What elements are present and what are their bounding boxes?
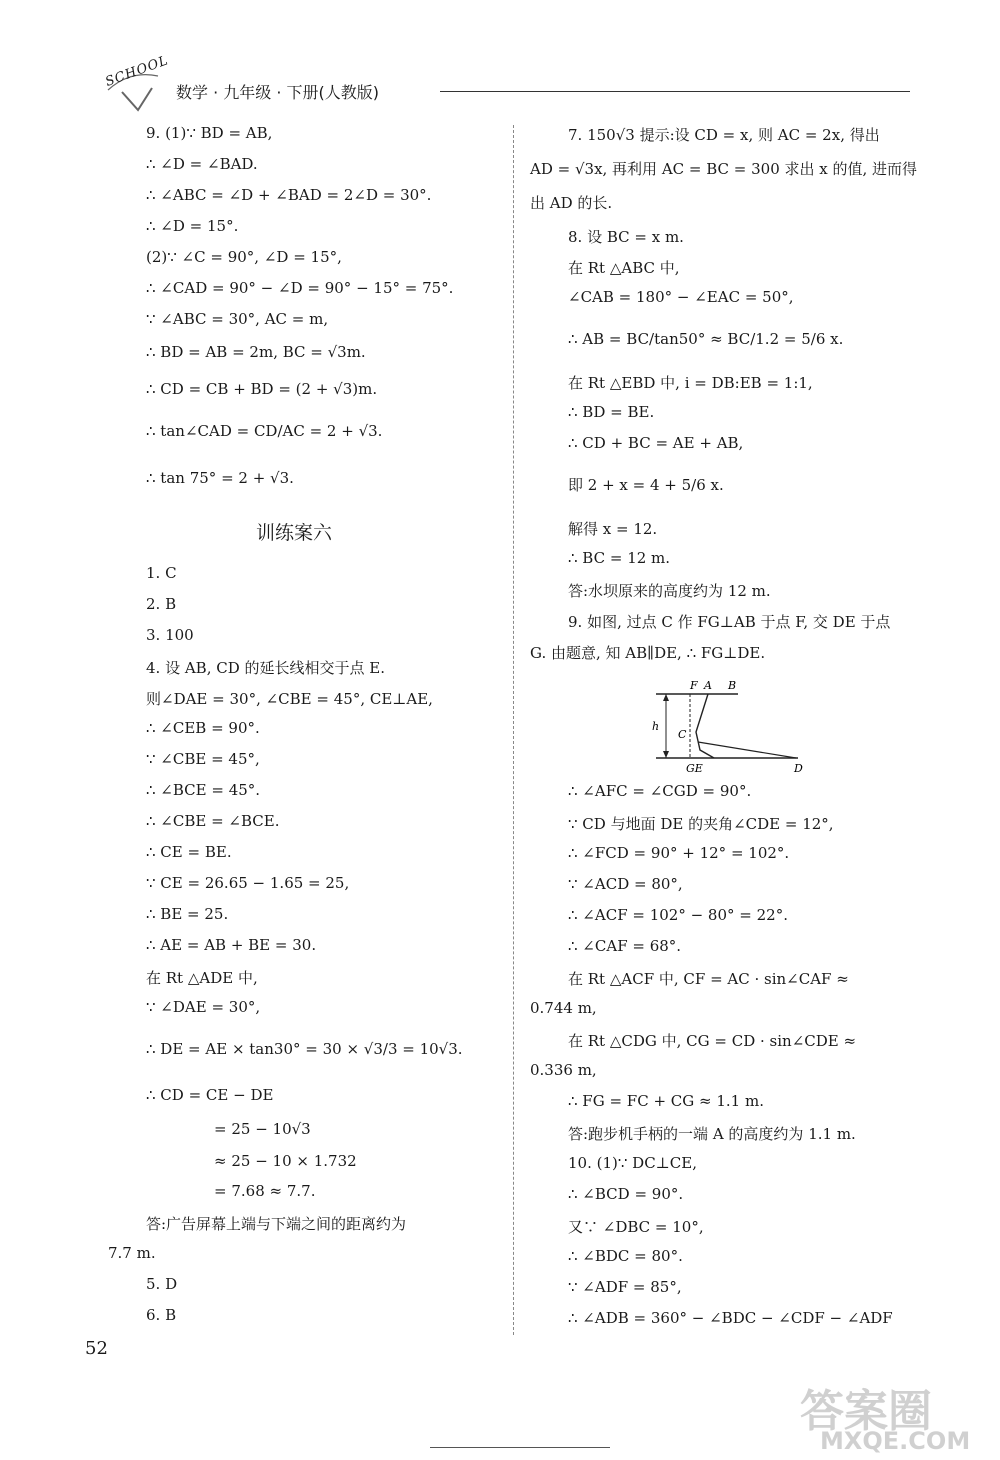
text-line: 出 AD 的长.	[530, 194, 613, 212]
text-line: 9. 如图, 过点 C 作 FG⊥AB 于点 F, 交 DE 于点	[568, 613, 891, 631]
text-line: ∴ ∠CEB = 90°.	[146, 719, 260, 737]
text-line: ∴ ∠ABC = ∠D + ∠BAD = 2∠D = 30°.	[146, 186, 432, 204]
text-line: 则∠DAE = 30°, ∠CBE = 45°, CE⊥AE,	[146, 690, 433, 708]
text-line: 即 2 + x = 4 + 5/6 x.	[568, 476, 724, 494]
text-line: 7. 150√3 提示:设 CD = x, 则 AC = 2x, 得出	[568, 126, 880, 144]
text-line: 9. (1)∵ BD = AB,	[146, 124, 273, 142]
text-line: ∴ BD = BE.	[568, 403, 655, 421]
label-c: C	[678, 728, 687, 741]
text-line: ∵ CE = 26.65 − 1.65 = 25,	[146, 874, 350, 892]
text-line: 在 Rt △ABC 中,	[568, 259, 680, 277]
handle-ac	[696, 694, 714, 758]
text-line: ∴ ∠D = ∠BAD.	[146, 155, 258, 173]
text-line: ∴ ∠FCD = 90° + 12° = 102°.	[568, 844, 790, 862]
text-line: ∵ ∠ABC = 30°, AC = m,	[146, 310, 329, 328]
section-title: 训练案六	[256, 522, 333, 544]
page-number: 52	[85, 1338, 108, 1359]
text-line: 答:跑步机手柄的一端 A 的高度约为 1.1 m.	[568, 1125, 856, 1143]
text-line: ∴ CD + BC = AE + AB,	[568, 434, 744, 452]
text-line: = 25 − 10√3	[214, 1120, 311, 1138]
text-line: ∴ ∠BCE = 45°.	[146, 781, 261, 799]
text-line: ∴ ∠CAD = 90° − ∠D = 90° − 15° = 75°.	[146, 279, 454, 297]
text-line: 在 Rt △ACF 中, CF = AC · sin∠CAF ≈	[568, 970, 849, 988]
h-arrow-up-icon	[663, 694, 669, 701]
label-b: B	[728, 679, 737, 692]
treadmill-figure	[648, 676, 818, 774]
text-line: ∴ CD = CE − DE	[146, 1086, 274, 1104]
footer-rule	[430, 1447, 610, 1448]
text-line: ∠CAB = 180° − ∠EAC = 50°,	[568, 288, 794, 306]
text-line: ∴ ∠AFC = ∠CGD = 90°.	[568, 782, 752, 800]
text-line: ∴ BD = AB = 2m, BC = √3m.	[146, 343, 366, 361]
text-line: 1. C	[146, 564, 177, 582]
text-line: ∵ ∠ACD = 80°,	[568, 875, 683, 893]
text-line: ∴ ∠ACF = 102° − 80° = 22°.	[568, 906, 788, 924]
text-line: ∴ AE = AB + BE = 30.	[146, 936, 317, 954]
text-line: 答:水坝原来的高度约为 12 m.	[568, 582, 771, 600]
school-logo	[100, 53, 171, 112]
text-line: 8. 设 BC = x m.	[568, 228, 684, 246]
text-line: ∴ ∠BCD = 90°.	[568, 1185, 684, 1203]
page-header	[100, 53, 920, 112]
text-line: 答:广告屏幕上端与下端之间的距离约为	[146, 1215, 407, 1233]
header-title: 数学 · 九年级 · 下册(人教版)	[176, 83, 380, 102]
text-line: 5. D	[146, 1275, 178, 1293]
text-line: 2. B	[146, 595, 177, 613]
text-line: ∴ FG = FC + CG ≈ 1.1 m.	[568, 1092, 764, 1110]
text-line: 在 Rt △ADE 中,	[146, 969, 258, 987]
text-line: ∴ BC = 12 m.	[568, 549, 671, 567]
text-line: 4. 设 AB, CD 的延长线相交于点 E.	[146, 659, 385, 677]
watermark-logo: 答案圈	[800, 1386, 932, 1437]
text-line: 在 Rt △EBD 中, i = DB:EB = 1:1,	[568, 374, 813, 392]
text-line: ∴ ∠BDC = 80°.	[568, 1247, 683, 1265]
text-line: ∴ ∠CAF = 68°.	[568, 937, 682, 955]
text-line: (2)∵ ∠C = 90°, ∠D = 15°,	[146, 248, 342, 266]
text-line: ∴ tan∠CAD = CD/AC = 2 + √3.	[146, 422, 383, 440]
text-line: 6. B	[146, 1306, 177, 1324]
text-line: 7.7 m.	[108, 1244, 156, 1262]
cd-line	[698, 742, 796, 758]
text-line: 解得 x = 12.	[568, 520, 658, 538]
text-line: ∴ BE = 25.	[146, 905, 229, 923]
text-line: ∴ tan 75° = 2 + √3.	[146, 469, 294, 487]
text-line: ∵ ∠DAE = 30°,	[146, 998, 261, 1016]
label-ge: GE	[686, 762, 703, 774]
text-line: ∴ ∠CBE = ∠BCE.	[146, 812, 280, 830]
logo-text: SCHOOL	[103, 53, 171, 90]
text-line: ∴ CD = CB + BD = (2 + √3)m.	[146, 380, 378, 398]
label-h: h	[652, 720, 660, 733]
watermark	[800, 1375, 985, 1455]
text-line: ∴ CE = BE.	[146, 843, 232, 861]
text-line: 0.336 m,	[530, 1061, 597, 1079]
label-a: A	[704, 679, 712, 692]
text-line: ∵ CD 与地面 DE 的夹角∠CDE = 12°,	[568, 815, 834, 833]
label-f: F	[690, 679, 698, 692]
text-line: ∵ ∠ADF = 85°,	[568, 1278, 682, 1296]
text-line: G. 由题意, 知 AB∥DE, ∴ FG⊥DE.	[530, 644, 766, 662]
text-line: AD = √3x, 再利用 AC = BC = 300 求出 x 的值, 进而得	[530, 160, 918, 178]
label-d: D	[794, 762, 803, 774]
text-line: 10. (1)∵ DC⊥CE,	[568, 1154, 697, 1172]
text-line: ∴ AB = BC/tan50° ≈ BC/1.2 = 5/6 x.	[568, 330, 844, 348]
text-line: 0.744 m,	[530, 999, 597, 1017]
column-divider	[513, 125, 514, 1335]
header-rule	[440, 91, 910, 92]
text-line: ∵ ∠CBE = 45°,	[146, 750, 260, 768]
text-line: ∴ ∠ADB = 360° − ∠BDC − ∠CDF − ∠ADF	[568, 1309, 893, 1327]
h-arrow-down-icon	[663, 751, 669, 758]
text-line: = 7.68 ≈ 7.7.	[214, 1182, 316, 1200]
text-line: ∴ DE = AE × tan30° = 30 × √3/3 = 10√3.	[146, 1040, 463, 1058]
text-line: 又∵ ∠DBC = 10°,	[568, 1218, 704, 1236]
text-line: ∴ ∠D = 15°.	[146, 217, 239, 235]
text-line: 在 Rt △CDG 中, CG = CD · sin∠CDE ≈	[568, 1032, 857, 1050]
text-line: ≈ 25 − 10 × 1.732	[214, 1152, 357, 1170]
watermark-url: MXQE.COM	[820, 1427, 971, 1455]
text-line: 3. 100	[146, 626, 194, 644]
